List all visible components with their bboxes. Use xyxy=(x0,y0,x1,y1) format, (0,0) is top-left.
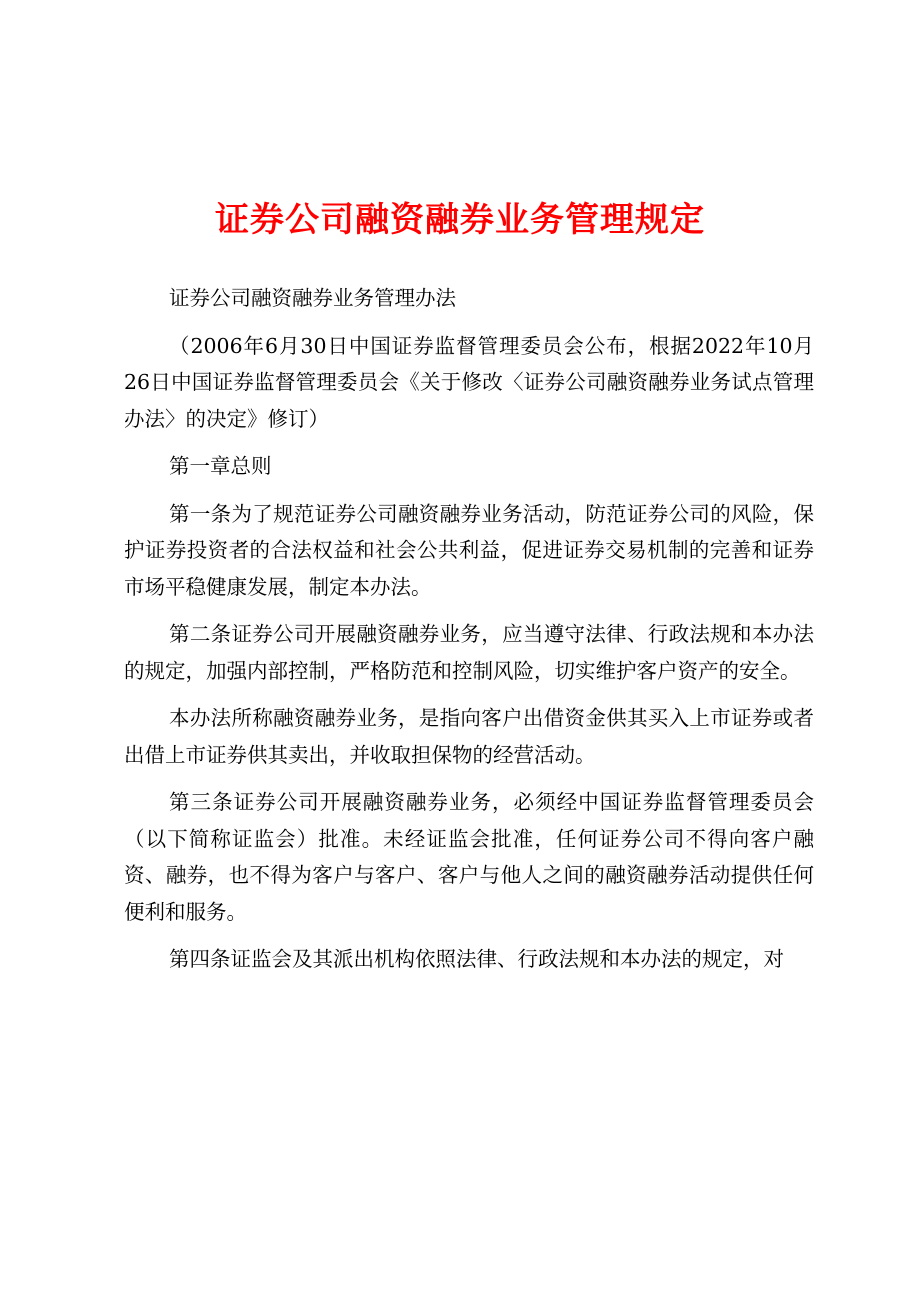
paragraph-chapter-heading: 第一章总则 xyxy=(169,454,272,478)
paragraph-article-1: 第一条为了规范证券公司融资融券业务活动，防范证券公司的风险，保护证券投资者的合法权益和社会公共利益，促进证券交易机制的完善和证券市场平稳健康发展，制定本办法。 xyxy=(124,501,814,599)
document-title: 证券公司融资融券业务管理规定 xyxy=(215,200,705,240)
paragraph-article-4: 第四条证监会及其派出机构依照法律、行政法规和本办法的规定，对 xyxy=(169,947,784,971)
paragraph-definition: 本办法所称融资融券业务，是指向客户出借资金供其买入上市证券或者出借上市证券供其卖出，并收取担保物的经营活动。 xyxy=(124,706,814,767)
paragraph-article-3: 第三条证券公司开展融资融券业务，必须经中国证券监督管理委员会（以下简称证监会）批准。未经证监会批准，任何证券公司不得向客户融资、融券，也不得为客户与客户、客户与他人之间的融资融券活动提供任何便利和服务。 xyxy=(124,790,814,924)
paragraph-article-2: 第二条证券公司开展融资融券业务，应当遵守法律、行政法规和本办法的规定，加强内部控制，严格防范和控制风险，切实维护客户资产的安全。 xyxy=(124,622,814,683)
paragraph-subtitle: 证券公司融资融券业务管理办法 xyxy=(169,286,456,310)
paragraph-publication-note: （2006年6月30日中国证券监督管理委员会公布，根据2022年10月26日中国证券监督管理委员会《关于修改〈证券公司融资融券业务试点管理办法〉的决定》修订） xyxy=(124,333,814,431)
document-body xyxy=(124,280,814,989)
